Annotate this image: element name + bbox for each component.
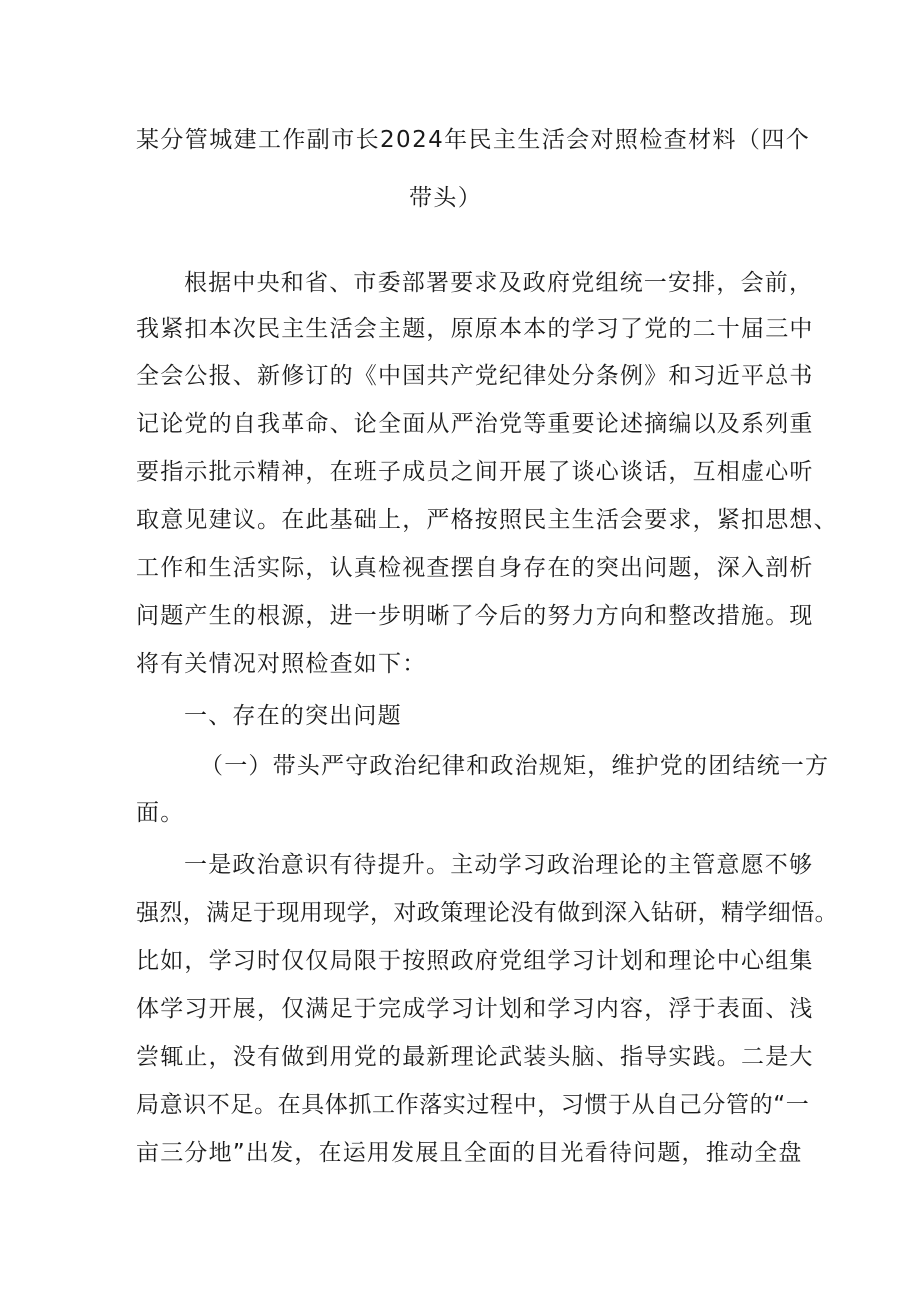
intro-line-5: 要指示批示精神，在班子成员之间开展了谈心谈话，互相虚心听 bbox=[136, 459, 814, 485]
body-line-1: 一是政治意识有待提升。主动学习政治理论的主管意愿不够 bbox=[184, 852, 814, 878]
body-line-2: 强烈，满足于现用现学，对政策理论没有做到深入钻研，精学细悟。 bbox=[136, 900, 838, 926]
section-heading: 一、存在的突出问题 bbox=[184, 703, 402, 729]
intro-line-1: 根据中央和省、市委部署要求及政府党组统一安排，会前， bbox=[184, 270, 814, 296]
intro-line-7: 工作和生活实际，认真检视查摆自身存在的突出问题，深入剖析 bbox=[136, 555, 814, 581]
intro-line-4: 记论党的自我革命、论全面从严治党等重要论述摘编以及系列重 bbox=[136, 411, 814, 437]
body-line-7: 亩三分地”出发，在运用发展且全面的目光看待问题，推动全盘 bbox=[136, 1140, 803, 1166]
subsection-heading-line-1: （一）带头严守政治纪律和政治规矩，维护党的团结统一方 bbox=[200, 753, 830, 779]
intro-line-2: 我紧扣本次民主生活会主题，原原本本的学习了党的二十届三中 bbox=[136, 316, 814, 342]
body-line-3: 比如，学习时仅仅局限于按照政府党组学习计划和理论中心组集 bbox=[136, 948, 814, 974]
subsection-heading-line-2: 面。 bbox=[136, 800, 185, 826]
body-line-6: 局意识不足。在具体抓工作落实过程中，习惯于从自己分管的“一 bbox=[136, 1092, 810, 1118]
body-line-4: 体学习开展，仅满足于完成学习计划和学习内容，浮于表面、浅 bbox=[136, 996, 814, 1022]
intro-line-8: 问题产生的根源，进一步明晰了今后的努力方向和整改措施。现 bbox=[136, 603, 814, 629]
document-title-line-2: 带头） bbox=[409, 185, 483, 211]
intro-line-3: 全会公报、新修订的《中国共产党纪律处分条例》和习近平总书 bbox=[136, 363, 814, 389]
intro-line-6: 取意见建议。在此基础上，严格按照民主生活会要求，紧扣思想、 bbox=[136, 507, 838, 533]
intro-line-9: 将有关情况对照检查如下： bbox=[136, 651, 427, 677]
document-title-line-1: 某分管城建工作副市长2024年民主生活会对照检查材料（四个 bbox=[136, 127, 811, 153]
body-line-5: 尝辄止，没有做到用党的最新理论武装头脑、指导实践。二是大 bbox=[136, 1044, 814, 1070]
